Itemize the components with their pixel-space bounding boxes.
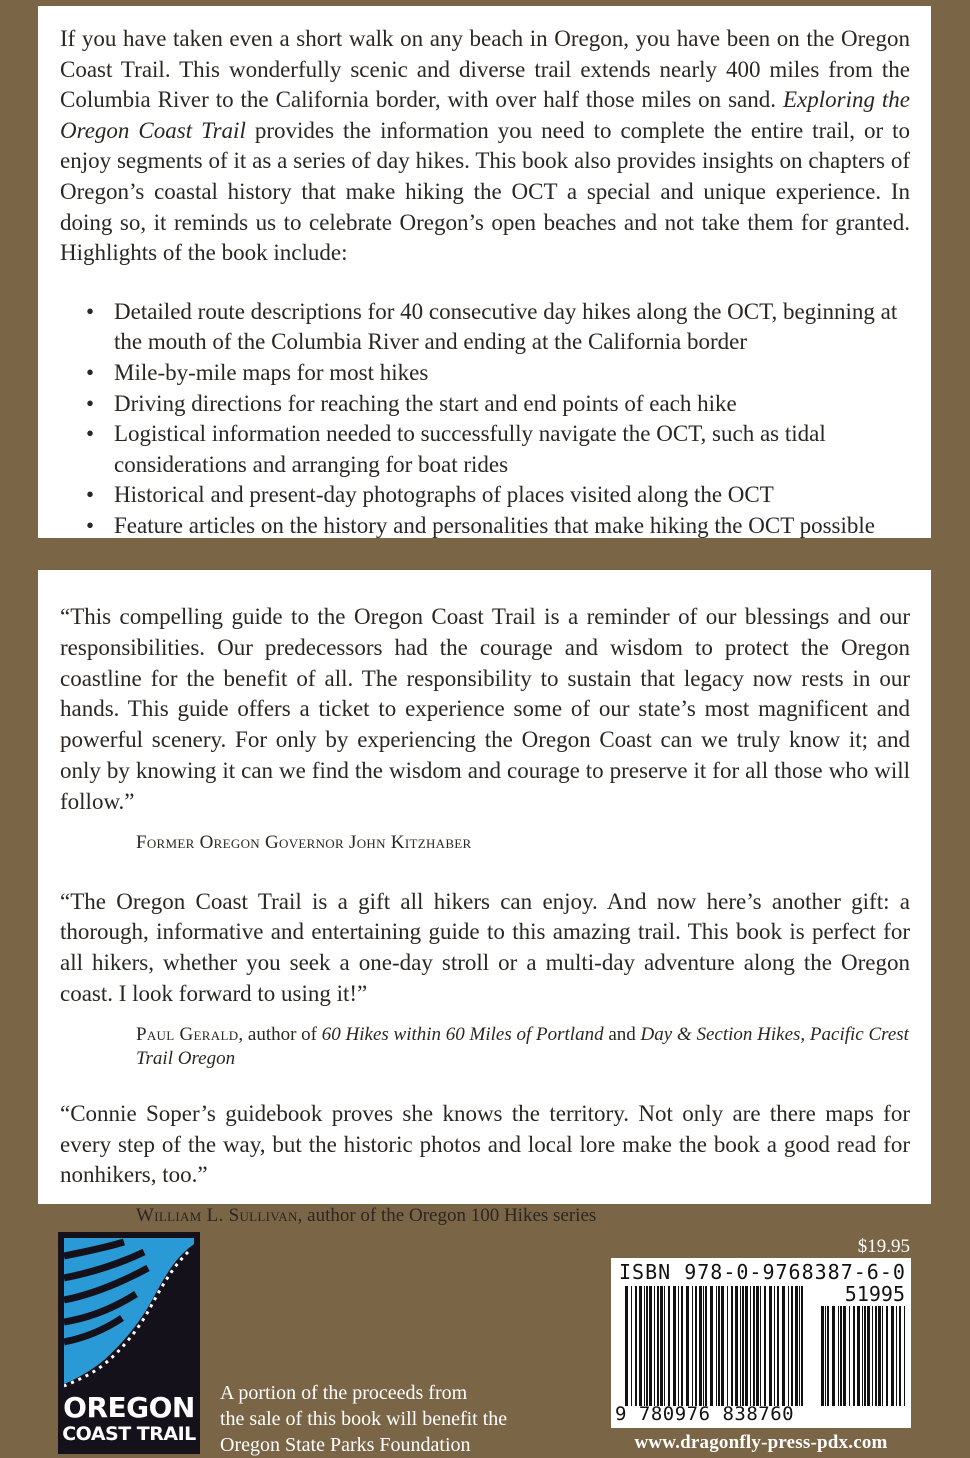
intro-text-1: If you have taken even a short walk on any beach in Oregon, you have been on the Oregon Coast Trail. This wonderfully scenic and diverse trail extends nearly 400 miles from the Columbia River to the California border, with over half those miles on sand.: [60, 26, 910, 113]
publisher-website: www.dragonfly-press-pdx.com: [634, 1432, 888, 1453]
highlights-list: [60, 297, 910, 542]
highlight-item: • Driving directions for reaching the start and end points of each hike: [114, 389, 910, 420]
review-attribution: [136, 1023, 910, 1071]
reviewer-book-title: Day & Section Hikes, Pacific Crest Trail Oregon: [136, 1023, 909, 1069]
coastline-wave-icon: [64, 1238, 194, 1388]
attribution-connector: , author of: [238, 1023, 322, 1045]
proceeds-note: [220, 1380, 540, 1458]
highlight-item: • Historical and present-day photographs of places visited along the OCT: [114, 480, 910, 511]
book-title: Exploring the Oregon Coast Trail: [60, 87, 910, 143]
price: $19.95: [857, 1236, 910, 1257]
review-2: [60, 887, 910, 1071]
attribution-connector: and: [603, 1023, 641, 1045]
review-quote: “Connie Soper’s guidebook proves she knows the territory. Not only are there maps for every step of the way, but the historic photos and local lore make the book a good read for nonhikers, too.”: [60, 1100, 910, 1188]
reviewer-name: William L. Sullivan: [136, 1205, 298, 1227]
barcode-addon-number: 51995: [844, 1282, 905, 1306]
reviews-panel: [38, 570, 931, 1227]
review-attribution: [136, 1204, 910, 1228]
highlight-item: • Feature articles on the history and personalities that make hiking the OCT possible: [114, 511, 910, 542]
highlight-item: • Detailed route descriptions for 40 consecutive day hikes along the OCT, beginning at the mouth of the Columbia River and ending at the California border: [114, 297, 910, 358]
barcode-bars-icon: [625, 1286, 805, 1406]
logo-text-coast-trail: COAST TRAIL: [62, 1423, 196, 1445]
barcode: [611, 1258, 911, 1428]
review-3: [60, 1099, 910, 1228]
proceeds-line: Oregon State Parks Foundation: [220, 1434, 471, 1456]
intro-paragraph: [60, 24, 910, 269]
intro-text-2: provides the information you need to complete the entire trail, or to enjoy segments of it as a series of day hikes. This book also provides insights on chapters of Oregon’s coastal history that make hiking the OCT a special and unique experience. In doing so, it reminds us to celebrate Oregon’s open beaches and not take them for granted. Highlights of the book include:: [60, 117, 910, 266]
oregon-coast-trail-logo: [58, 1232, 200, 1454]
review-quote: “This compelling guide to the Oregon Coast Trail is a reminder of our blessings and our responsibilities. Our predecessors had the courage and wisdom to protect the Oregon coastline for the benefit of all. The responsibility to sustain that legacy now rests in our hands. This guide offers a ticket to experience some of our state’s most magnificent and powerful scenery. For only by experiencing the Oregon Coast can we truly know it; and only by knowing it can we find the wisdom and courage to preserve it for all those who will follow.”: [60, 604, 910, 814]
proceeds-line: the sale of this book will benefit the: [220, 1408, 508, 1430]
isbn-number: ISBN 978-0-9768387-6-0: [619, 1260, 906, 1284]
barcode-digits: 9 780976 838760: [615, 1403, 795, 1425]
logo-text-oregon: OREGON: [63, 1391, 195, 1424]
description-panel: [38, 6, 931, 538]
highlight-item: • Mile-by-mile maps for most hikes: [114, 358, 910, 389]
reviewer-book-title: 60 Hikes within 60 Miles of Portland: [321, 1023, 604, 1045]
review-quote: “The Oregon Coast Trail is a gift all hikers can enjoy. And now here’s another gift: a thorough, informative and entertaining guide to this amazing trail. This book is perfect for all hikers, whether you seek a one-day stroll or a multi-day adventure along the Oregon coast. I look forward to using it!”: [60, 888, 910, 1006]
review-1: [60, 602, 910, 855]
attribution-suffix: , author of the Oregon 100 Hikes series: [297, 1205, 597, 1227]
barcode-addon-bars-icon: [821, 1306, 905, 1406]
reviewer-name: Former Oregon Governor John Kitzhaber: [136, 831, 472, 853]
proceeds-line: A portion of the proceeds from: [220, 1382, 468, 1404]
highlight-item: • Logistical information needed to successfully navigate the OCT, such as tidal considerations and arranging for boat rides: [114, 419, 910, 480]
review-attribution: [136, 831, 910, 855]
reviewer-name: Paul Gerald: [136, 1023, 239, 1045]
